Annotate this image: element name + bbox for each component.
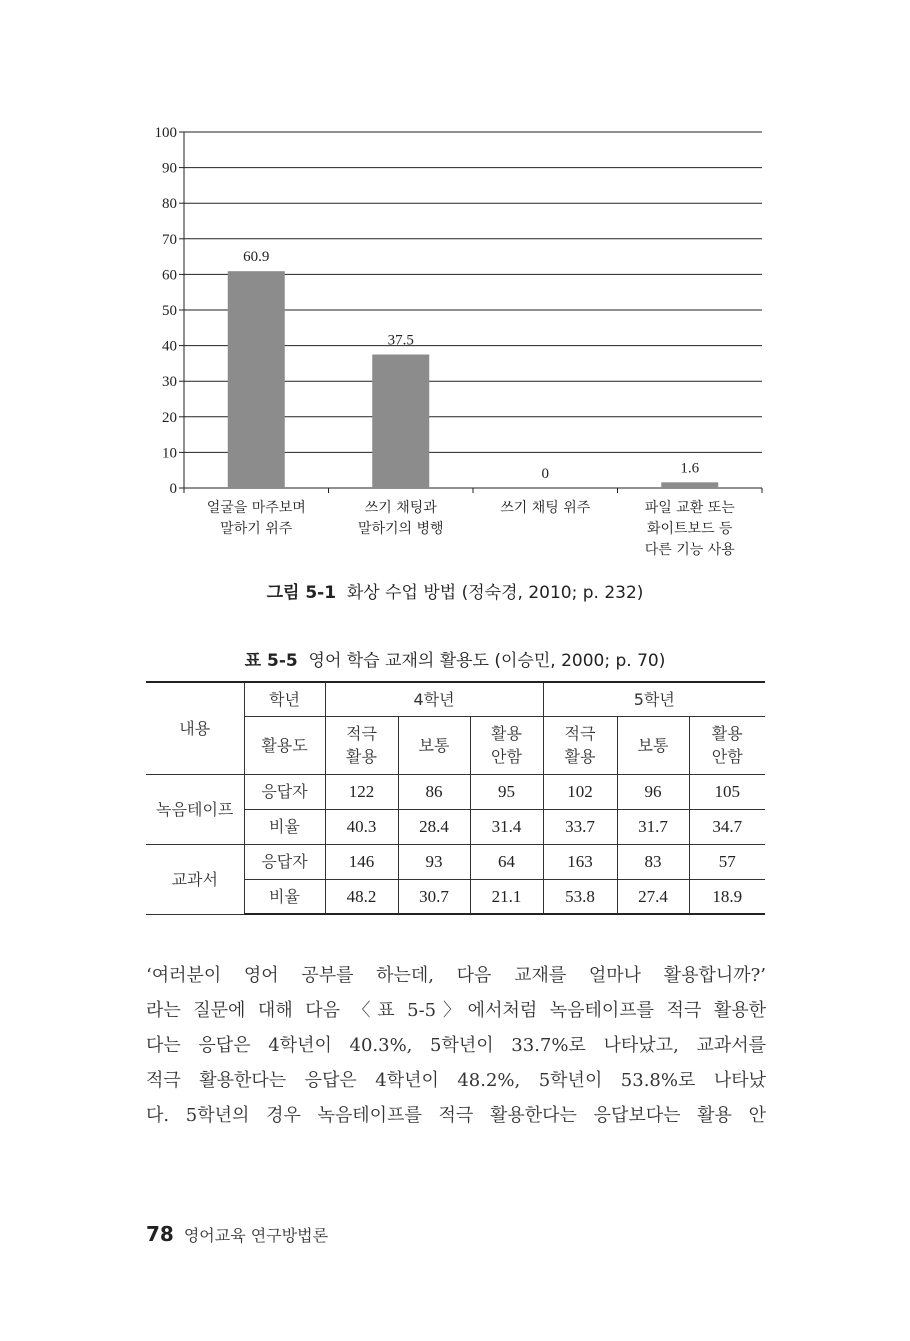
col-none-g4: 활용 안함 <box>470 716 543 774</box>
figure-caption <box>0 578 910 603</box>
table-cell: 105 <box>689 774 765 809</box>
x-tick-label: 화이트보드 등 <box>646 521 733 537</box>
ratio-label: 비율 <box>244 809 325 844</box>
y-tick-label: 50 <box>162 303 177 319</box>
table-cell: 18.9 <box>689 879 765 914</box>
table-cell: 30.7 <box>398 879 470 914</box>
table-cell: 27.4 <box>617 879 689 914</box>
x-tick-label: 파일 교환 또는 <box>644 500 735 516</box>
y-tick-label: 80 <box>162 196 177 213</box>
table-cell: 102 <box>543 774 617 809</box>
grade-header: 학년 <box>244 682 325 716</box>
x-tick-label: 쓰기 채팅 위주 <box>500 500 591 516</box>
figure-caption-label: 그림 5-1 <box>266 583 337 603</box>
bar-chart <box>0 0 910 575</box>
y-tick-label: 40 <box>162 338 177 355</box>
book-title: 영어교육 연구방법론 <box>183 1226 329 1245</box>
col-active-g5: 적극 활용 <box>543 716 617 774</box>
col-none-g5: 활용 안함 <box>689 716 765 774</box>
col-normal-g4: 보통 <box>398 716 470 774</box>
y-tick-label: 30 <box>162 374 177 391</box>
ratio-label: 비율 <box>244 879 325 914</box>
table-cell: 163 <box>543 844 617 879</box>
table-cell: 28.4 <box>398 809 470 844</box>
page-number: 78 <box>146 1222 174 1246</box>
table-cell: 40.3 <box>325 809 398 844</box>
table-cell: 64 <box>470 844 543 879</box>
y-tick-label: 20 <box>162 409 177 426</box>
grade4-header: 4학년 <box>325 682 543 716</box>
table-cell: 57 <box>689 844 765 879</box>
page-footer <box>146 1222 328 1246</box>
body-paragraph <box>146 958 766 1133</box>
table-cell: 34.7 <box>689 809 765 844</box>
bar <box>228 271 285 488</box>
table-cell: 86 <box>398 774 470 809</box>
y-tick-label: 70 <box>162 231 177 248</box>
x-tick-label: 말하기의 병행 <box>357 521 444 537</box>
y-tick-label: 60 <box>162 267 177 284</box>
content-header: 내용 <box>146 682 244 774</box>
figure-caption-text: 화상 수업 방법 (정숙경, 2010; p. 232) <box>346 583 644 603</box>
y-tick-label: 90 <box>162 160 177 177</box>
table-cell: 33.7 <box>543 809 617 844</box>
table-caption <box>0 646 910 671</box>
table-cell: 83 <box>617 844 689 879</box>
body-line: ‘여러분이 영어 공부를 하는데, 다음 교재를 얼마나 활용합니까?’ <box>146 965 766 986</box>
table-cell: 95 <box>470 774 543 809</box>
table-cell: 146 <box>325 844 398 879</box>
respondents-label: 응답자 <box>244 844 325 879</box>
table-row <box>146 774 765 809</box>
x-tick-label: 말하기 위주 <box>220 521 293 537</box>
bar <box>372 355 429 489</box>
bar <box>661 482 718 488</box>
table-cell: 93 <box>398 844 470 879</box>
table-cell: 53.8 <box>543 879 617 914</box>
row-tape-label: 녹음테이프 <box>146 774 244 844</box>
body-line: 적극 활용한다는 응답은 4학년이 48.2%, 5학년이 53.8%로 나타났 <box>146 1070 766 1091</box>
y-tick-label: 10 <box>162 445 177 462</box>
table-caption-label: 표 5-5 <box>244 651 298 671</box>
table-cell: 122 <box>325 774 398 809</box>
row-textbook-label: 교과서 <box>146 844 244 914</box>
col-normal-g5: 보통 <box>617 716 689 774</box>
body-line: 다. 5학년의 경우 녹음테이프를 적극 활용한다는 응답보다는 활용 안 <box>146 1105 766 1126</box>
usage-table <box>146 681 765 915</box>
table-cell: 48.2 <box>325 879 398 914</box>
y-tick-label: 100 <box>154 125 177 141</box>
table-cell: 31.7 <box>617 809 689 844</box>
table-cell: 21.1 <box>470 879 543 914</box>
usage-header: 활용도 <box>244 716 325 774</box>
body-line: 다는 응답은 4학년이 40.3%, 5학년이 33.7%로 나타났고, 교과서를 <box>146 1035 766 1056</box>
y-tick-label: 0 <box>169 481 177 497</box>
x-tick-label: 얼굴을 마주보며 <box>206 500 306 516</box>
respondents-label: 응답자 <box>244 774 325 809</box>
data-label: 37.5 <box>387 332 414 349</box>
table-cell: 31.4 <box>470 809 543 844</box>
data-label: 0 <box>541 466 549 482</box>
col-active-g4: 적극 활용 <box>325 716 398 774</box>
data-label: 1.6 <box>680 460 700 477</box>
body-line: 라는 질문에 대해 다음 〈표 5-5〉에서처럼 녹음테이프를 적극 활용한 <box>146 1000 766 1021</box>
table-row <box>146 844 765 879</box>
table-caption-text: 영어 학습 교재의 활용도 (이승민, 2000; p. 70) <box>308 651 666 671</box>
grade5-header: 5학년 <box>543 682 765 716</box>
table-cell: 96 <box>617 774 689 809</box>
data-label: 60.9 <box>243 249 270 266</box>
x-tick-label: 쓰기 채팅과 <box>364 500 437 516</box>
x-tick-label: 다른 기능 사용 <box>644 542 735 558</box>
